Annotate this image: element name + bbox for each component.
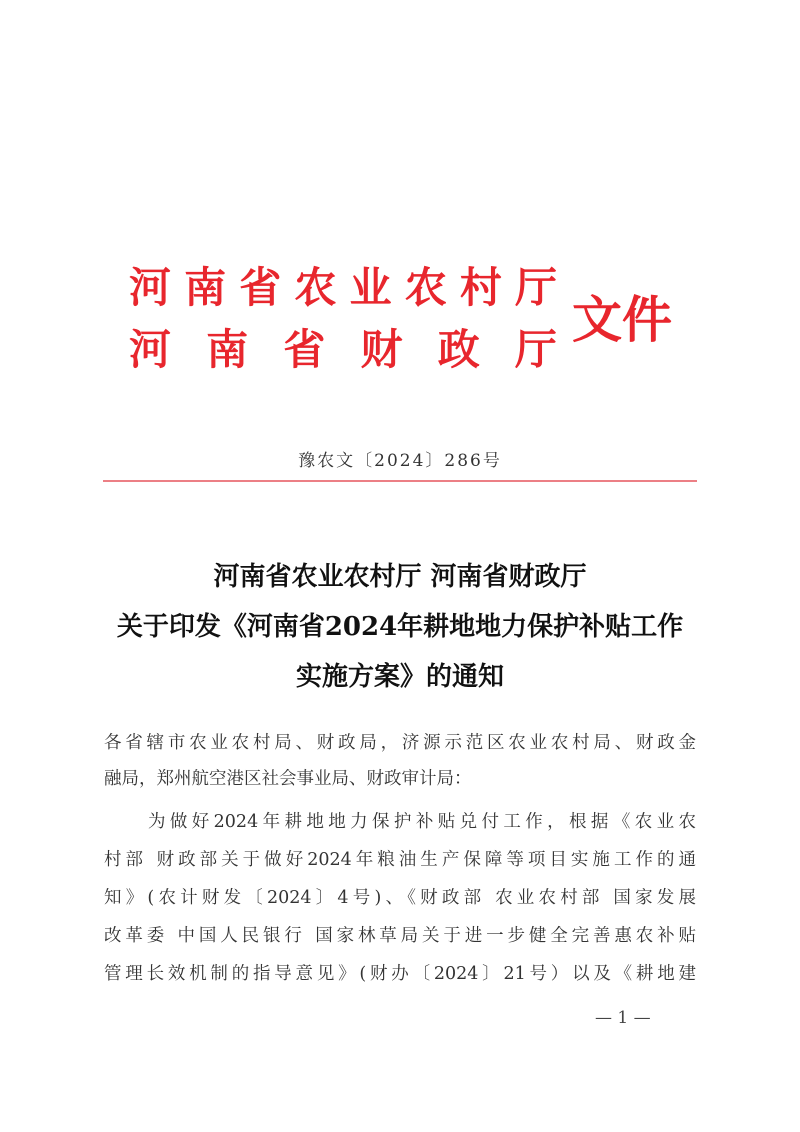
page-number: — 1 — (595, 1008, 651, 1028)
issuer-char: 南 (184, 263, 227, 312)
title-line-2: 关于印发《河南省2024年耕地地力保护补贴工作 (116, 612, 684, 642)
issuer-char: 财 (360, 325, 403, 374)
body-line: 为做好2024年耕地地力保护补贴兑付工作，根据《农业农 (148, 812, 696, 832)
issuer-char: 省 (239, 263, 282, 312)
title-line-3: 实施方案》的通知 (295, 662, 504, 692)
issuer-line-agriculture (128, 264, 558, 312)
body-line: 村部 财政部关于做好2024年粮油生产保障等项目实施工作的通 (104, 850, 696, 870)
issuer-char: 南 (206, 325, 249, 374)
doc-type-label: 文件 (572, 290, 672, 349)
body-line: 融局，郑州航空港区社会事业局、财政审计局： (104, 769, 472, 789)
body-line: 各省辖市农业农村局、财政局，济源示范区农业农村局、财政金 (104, 733, 696, 753)
red-divider (103, 480, 697, 482)
issuer-char: 农 (404, 263, 447, 312)
issuer-char: 厅 (514, 325, 557, 374)
issuer-line-finance (128, 326, 558, 374)
issuer-char: 业 (349, 263, 392, 312)
body-line: 知》(农计财发〔2024〕4号)、《财政部 农业农村部 国家发展 (104, 888, 696, 908)
body-line: 管理长效机制的指导意见》(财办〔2024〕21号）以及《耕地建 (104, 964, 696, 984)
document-number: 豫农文〔2024〕286号 (298, 451, 502, 471)
issuer-char: 农 (294, 263, 337, 312)
issuer-char: 村 (459, 263, 502, 312)
issuer-char: 河 (128, 325, 171, 374)
issuer-char: 河 (128, 263, 171, 312)
issuer-char: 厅 (514, 263, 557, 312)
body-line: 改革委 中国人民银行 国家林草局关于进一步健全完善惠农补贴 (104, 926, 696, 946)
issuer-char: 省 (283, 325, 326, 374)
title-line-1: 河南省农业农村厅 河南省财政厅 (213, 562, 587, 592)
issuer-char: 政 (437, 325, 480, 374)
